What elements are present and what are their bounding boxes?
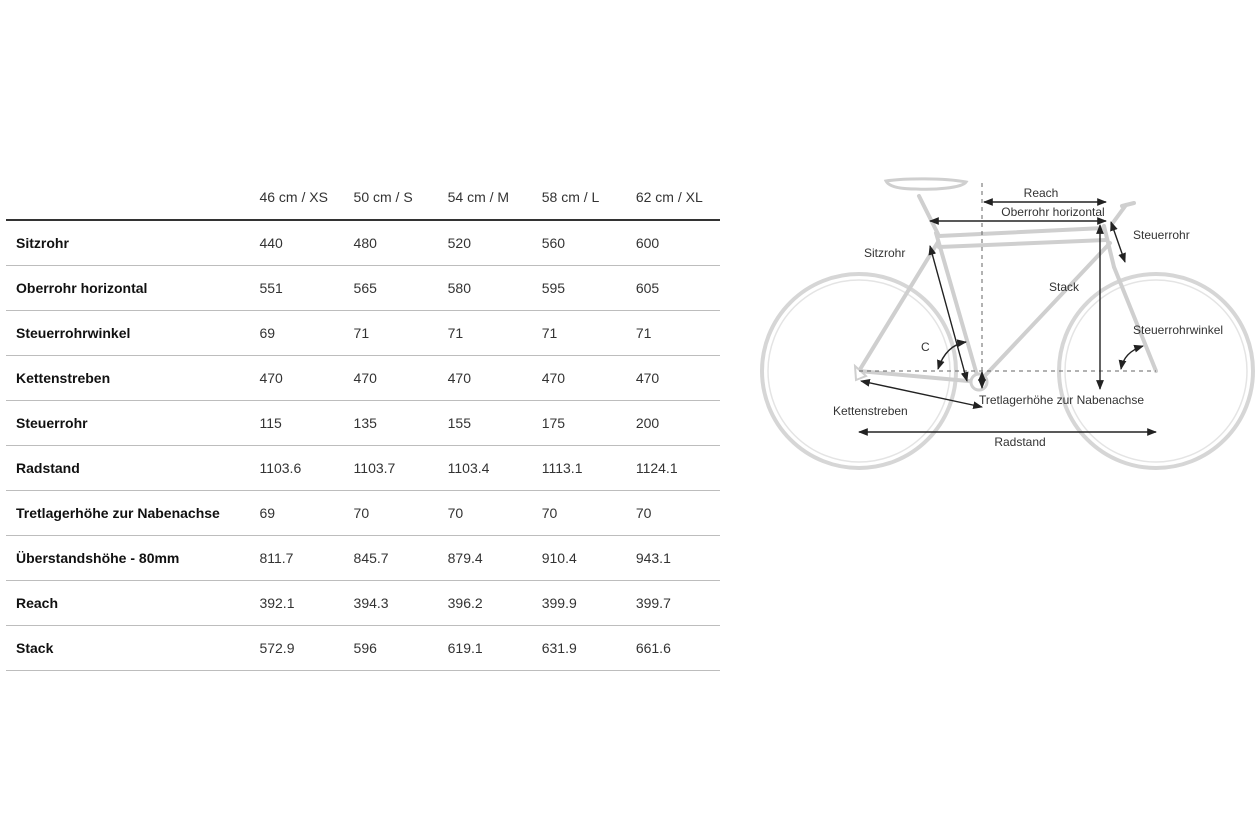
table-cell: 595: [532, 266, 626, 311]
table-cell: 71: [626, 311, 720, 356]
bike-geometry-diagram: [756, 170, 1260, 480]
row-label: Steuerrohrwinkel: [6, 311, 249, 356]
table-cell: 70: [532, 491, 626, 536]
table-cell: 71: [532, 311, 626, 356]
table-row: [6, 581, 720, 626]
row-label: Überstandshöhe - 80mm: [6, 536, 249, 581]
head-angle-arc: [1121, 346, 1143, 369]
bottom-bracket: [971, 374, 987, 390]
table-cell: 1103.7: [344, 446, 438, 491]
table-row: [6, 401, 720, 446]
table-cell: 70: [626, 491, 720, 536]
table-row: [6, 266, 720, 311]
row-label: Steuerrohr: [6, 401, 249, 446]
table-cell: 392.1: [249, 581, 343, 626]
table-cell: 480: [344, 220, 438, 266]
header-cell-m: 54 cm / M: [438, 175, 532, 220]
table-cell: 396.2: [438, 581, 532, 626]
saddle: [886, 179, 966, 189]
label-head-angle: Steuerrohrwinkel: [1133, 323, 1224, 337]
table-cell: 470: [532, 356, 626, 401]
geometry-table-body: [6, 220, 720, 671]
row-label: Tretlagerhöhe zur Nabenachse: [6, 491, 249, 536]
label-bb-drop: Tretlagerhöhe zur Nabenachse: [979, 393, 1144, 407]
table-cell: 71: [438, 311, 532, 356]
table-cell: 115: [249, 401, 343, 446]
table-row: [6, 311, 720, 356]
table-cell: 399.9: [532, 581, 626, 626]
label-reach: Reach: [1023, 186, 1059, 200]
table-cell: 879.4: [438, 536, 532, 581]
table-cell: 1103.6: [249, 446, 343, 491]
row-label: Stack: [6, 626, 249, 671]
table-cell: 200: [626, 401, 720, 446]
table-cell: 572.9: [249, 626, 343, 671]
table-cell: 1103.4: [438, 446, 532, 491]
row-label: Kettenstreben: [6, 356, 249, 401]
label-seat-angle: C: [921, 340, 930, 354]
table-cell: 565: [344, 266, 438, 311]
table-cell: 845.7: [344, 536, 438, 581]
table-cell: 70: [438, 491, 532, 536]
table-cell: 399.7: [626, 581, 720, 626]
table-cell: 605: [626, 266, 720, 311]
table-cell: 69: [249, 491, 343, 536]
header-row: [6, 175, 720, 220]
row-label: Reach: [6, 581, 249, 626]
table-row: [6, 536, 720, 581]
table-cell: 70: [344, 491, 438, 536]
header-cell-xl: 62 cm / XL: [626, 175, 720, 220]
table-cell: 1113.1: [532, 446, 626, 491]
label-stack: Stack: [1049, 280, 1080, 294]
header-cell-label: [6, 175, 249, 220]
label-seat-tube: Sitzrohr: [864, 246, 906, 260]
table-cell: 661.6: [626, 626, 720, 671]
table-cell: 596: [344, 626, 438, 671]
table-cell: 943.1: [626, 536, 720, 581]
table-cell: 71: [344, 311, 438, 356]
table-cell: 470: [344, 356, 438, 401]
table-cell: 551: [249, 266, 343, 311]
table-cell: 811.7: [249, 536, 343, 581]
table-cell: 135: [344, 401, 438, 446]
label-top-tube: Oberrohr horizontal: [1001, 205, 1105, 219]
header-cell-l: 58 cm / L: [532, 175, 626, 220]
geometry-table: [6, 175, 720, 671]
table-cell: 470: [438, 356, 532, 401]
row-label: Oberrohr horizontal: [6, 266, 249, 311]
table-cell: 910.4: [532, 536, 626, 581]
geometry-table-header: [6, 175, 720, 220]
label-head-tube: Steuerrohr: [1133, 228, 1190, 242]
header-cell-s: 50 cm / S: [344, 175, 438, 220]
table-cell: 440: [249, 220, 343, 266]
table-row: [6, 626, 720, 671]
table-row: [6, 491, 720, 536]
label-chainstays: Kettenstreben: [833, 404, 908, 418]
table-cell: 520: [438, 220, 532, 266]
row-label: Sitzrohr: [6, 220, 249, 266]
table-cell: 560: [532, 220, 626, 266]
table-cell: 470: [626, 356, 720, 401]
row-label: Radstand: [6, 446, 249, 491]
table-cell: 394.3: [344, 581, 438, 626]
table-cell: 580: [438, 266, 532, 311]
table-row: [6, 446, 720, 491]
table-cell: 155: [438, 401, 532, 446]
table-cell: 600: [626, 220, 720, 266]
table-row: [6, 220, 720, 266]
header-cell-xs: 46 cm / XS: [249, 175, 343, 220]
table-cell: 175: [532, 401, 626, 446]
label-wheelbase: Radstand: [994, 435, 1046, 449]
table-cell: 69: [249, 311, 343, 356]
table-cell: 631.9: [532, 626, 626, 671]
table-cell: 1124.1: [626, 446, 720, 491]
table-row: [6, 356, 720, 401]
table-cell: 619.1: [438, 626, 532, 671]
table-cell: 470: [249, 356, 343, 401]
